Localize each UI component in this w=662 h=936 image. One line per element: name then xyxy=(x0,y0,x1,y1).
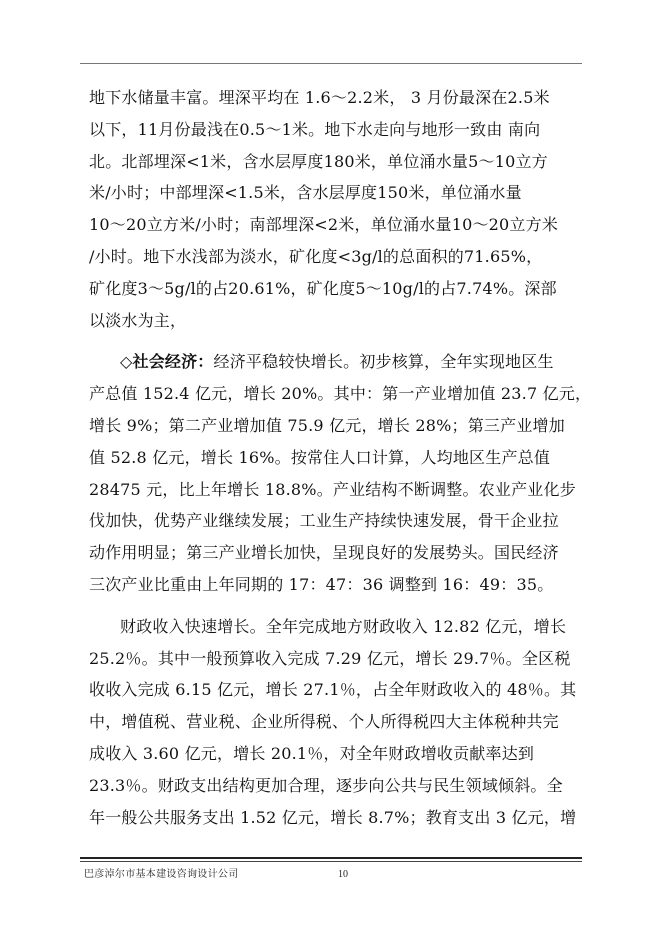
text-line: 以下，11月份最浅在0.5～1米。地下水走向与地形一致由 南向 xyxy=(89,119,541,139)
paragraph-social-economy xyxy=(89,346,592,600)
paragraph-groundwater xyxy=(89,82,587,336)
text-line: 10～20立方米/小时；南部埋深<2米，单位涌水量10～20立方米 xyxy=(89,215,559,235)
section-heading: ◇社会经济： xyxy=(120,352,214,372)
paragraph-spacer xyxy=(89,601,587,611)
paragraph-fiscal-revenue xyxy=(89,611,587,834)
text-line: 年一般公共服务支出 1.52 亿元，增长 8.7%；教育支出 3 亿元，增 xyxy=(89,807,577,827)
text-line: 25.2％。其中一般预算收入完成 7.29 亿元，增长 29.7％。全区税 xyxy=(89,648,571,668)
text-line: 成收入 3.60 亿元，增长 20.1％，对全年财政增收贡献率达到 xyxy=(89,743,535,763)
text-line xyxy=(89,346,587,378)
text-line: 米/小时；中部埋深<1.5米，含水层厚度150米，单位涌水量 xyxy=(89,183,522,203)
text-line: 增长 9%；第二产业增加值 75.9 亿元，增长 28%；第三产业增加 xyxy=(89,415,565,435)
text-line: 北。北部埋深<1米，含水层厚度180米，单位涌水量5～10立方 xyxy=(89,151,548,171)
footer-rule xyxy=(80,857,582,859)
footer-rule-thin xyxy=(80,861,582,862)
text-line: /小时。地下水浅部为淡水，矿化度<3g/l的总面积的71.65%， xyxy=(89,246,543,266)
text-run: 经济平稳较快增长。初步核算，全年实现地区生 xyxy=(213,352,554,372)
text-line: 伐加快，优势产业继续发展；工业生产持续快速发展，骨干企业拉 xyxy=(89,511,559,531)
text-line: 三次产业比重由上年同期的 17：47：36 调整到 16：49：35。 xyxy=(89,574,554,594)
text-line: 值 52.8 亿元，增长 16%。按常住人口计算，人均地区生产总值 xyxy=(89,447,551,467)
text-line: 28475 元，比上年增长 18.8%。产业结构不断调整。农业产业化步 xyxy=(89,479,576,499)
document-body xyxy=(89,82,592,833)
text-line: 产总值 152.4 亿元，增长 20%。其中：第一产业增加值 23.7 亿元， xyxy=(89,384,592,404)
text-line: 动作用明显；第三产业增长加快，呈现良好的发展势头。国民经济 xyxy=(89,543,559,563)
footer-company-name: 巴彦淖尔市基本建设咨询设计公司 xyxy=(84,869,239,880)
text-line: 23.3％。财政支出结构更加合理，逐步向公共与民生领域倾斜。全 xyxy=(89,775,563,795)
page-number: 10 xyxy=(338,869,348,880)
text-line: 中，增值税、营业税、企业所得税、个人所得税四大主体税种共完 xyxy=(89,712,559,732)
text-line: 财政收入快速增长。全年完成地方财政收入 12.82 亿元，增长 xyxy=(120,616,567,636)
header-rule xyxy=(80,63,582,64)
text-line: 收收入完成 6.15 亿元，增长 27.1％，占全年财政收入的 48％。其 xyxy=(89,680,577,700)
text-line: 矿化度3～5g/l的占20.61%，矿化度5～10g/l的占7.74%。深部 xyxy=(89,278,557,298)
text-line: 地下水储量丰富。埋深平均在 1.6～2.2米， 3 月份最深在2.5米 xyxy=(89,88,550,107)
paragraph-spacer xyxy=(89,336,587,346)
text-line: 以淡水为主， xyxy=(89,310,187,330)
